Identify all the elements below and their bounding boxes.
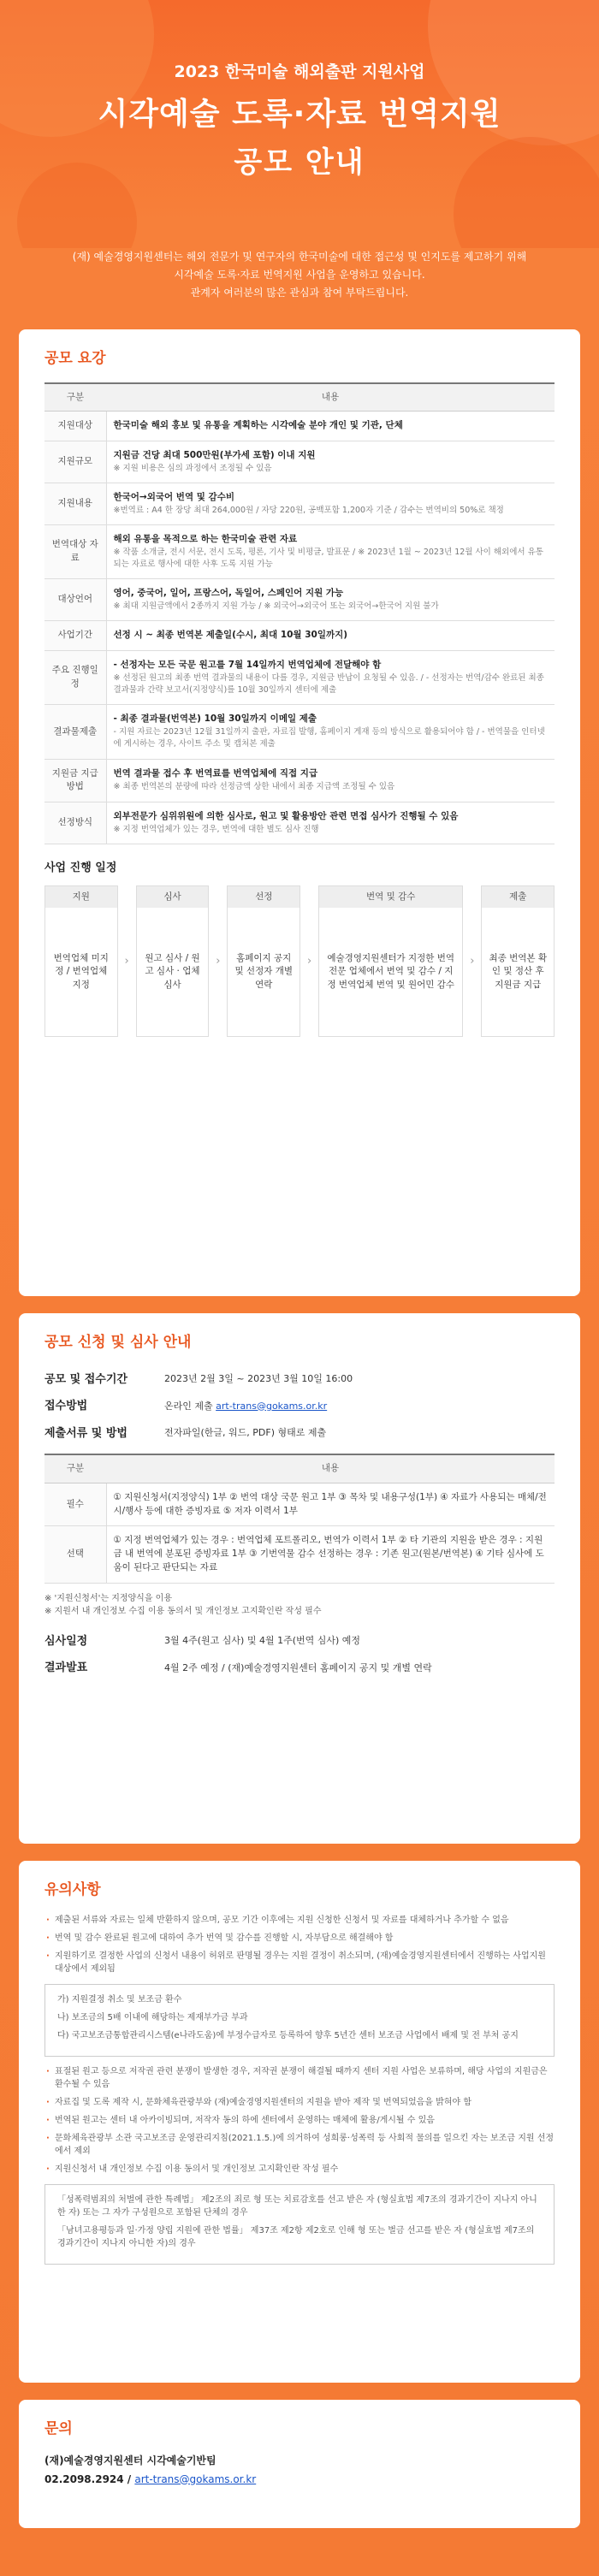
- intro-text: [0, 248, 599, 334]
- hero-subtitle: 2023 한국미술 해외출판 지원사업: [174, 62, 425, 81]
- docs-table: [44, 1454, 555, 1584]
- cautions-card: [19, 1861, 580, 2383]
- contact-email-link[interactable]: art-trans@gokams.or.kr: [134, 2472, 257, 2485]
- row-key: 지원금 지급방법: [44, 759, 106, 802]
- process-step-body: 홈페이지 공지 및 선정자 개별 연락: [234, 952, 293, 991]
- row-key: 결과물제출: [44, 705, 106, 759]
- row-main: - 최종 결과물(번역본) 10월 30일까지 이메일 제출: [113, 714, 317, 725]
- row-key: 번역대상 자료: [44, 525, 106, 579]
- table-row: [44, 651, 555, 705]
- process-step-head: 번역 및 감수: [319, 886, 462, 909]
- row-main: - 선정자는 모든 국문 원고를 7월 14일까지 번역업체에 전달해야 함: [113, 660, 382, 670]
- list-item: 다) 국고보조금통합관리시스템(e나라도움)에 부정수급자로 등록하여 향후 5년간 센터 보조금 사업에서 배제 및 전 부처 공지: [57, 2030, 519, 2040]
- row-note: ※ 최종 번역본의 분량에 따라 선정금액 상한 내에서 최종 지급액 조정될 수 있음: [113, 782, 395, 791]
- contact-card: [19, 2400, 580, 2528]
- process-step-head: 심사: [137, 886, 209, 909]
- list-item: 가) 지원결정 취소 및 보조금 환수: [57, 1994, 182, 2005]
- requirements-table: [44, 382, 555, 845]
- row-value: [106, 759, 555, 802]
- process-step: [481, 885, 555, 1038]
- intro-line: 관계자 여러분의 많은 관심과 참여 부탁드립니다.: [190, 287, 409, 299]
- row-main: 영어, 중국어, 일어, 프랑스어, 독일어, 스페인어 지원 가능: [113, 588, 344, 599]
- row-value: [106, 802, 555, 844]
- docs-row: [44, 1420, 555, 1448]
- list-item: · 제출된 서류와 자료는 일체 반환하지 않으며, 공모 기간 이후에는 지원 신청한 신청서 및 자료를 대체하거나 추가할 수 없음: [44, 1914, 555, 1927]
- col-header: 구분: [44, 383, 106, 412]
- row-key: 필수: [44, 1483, 106, 1526]
- row-main: 해외 유통을 목적으로 하는 한국미술 관련 자료: [113, 534, 298, 544]
- period-row: [44, 1366, 555, 1394]
- chevron-right-icon: ›: [216, 954, 221, 968]
- row-value: [106, 705, 555, 759]
- row-key: 지원규모: [44, 441, 106, 483]
- period-label: 공모 및 접수기간: [44, 1372, 128, 1386]
- row-value: ① 지원신청서(지정양식) 1부 ② 번역 대상 국문 원고 1부 ③ 목차 및 내용구성(1부) ④ 자료가 사용되는 매체/전시/행사 등에 대한 증빙자료 ⑤ 저자 이력서 1부: [106, 1483, 555, 1526]
- row-main: 외부전문가 심위위원에 의한 심사로, 원고 및 활용방안 관련 면접 심사가 진행될 수 있음: [113, 811, 459, 821]
- row-note: - 지원 자료는 2023년 12월 31일까지 출판, 자료집 발행, 홈페이지 게재 등의 방식으로 활용되어야 함 / - 번역물을 인터넷에 게시하는 경우, 사이트 주소 및 캡처본 제출: [113, 727, 545, 749]
- method-value: [164, 1400, 327, 1414]
- cautions-list: [44, 1914, 555, 1975]
- hero-header: [0, 0, 599, 248]
- row-value: ① 지정 번역업체가 있는 경우 : 번역업체 포트폴리오, 번역가 이력서 1부 ② 타 기관의 지원을 받은 경우 : 지원금 내 번역에 분포된 증빙자료 1부 ③ 기번역물 감수 선정하는 경우 : 기존 원고(원본/번역본) ④ 기타 심사에 도움이 된다고 판단되는 자료: [106, 1526, 555, 1583]
- row-value: [106, 441, 555, 483]
- process-flow: [44, 885, 555, 1038]
- table-row: [44, 525, 555, 579]
- list-item: · 표절된 원고 등으로 저작권 관련 분쟁이 발생한 경우, 저작권 분쟁이 해결될 때까지 센터 지원 사업은 보류하며, 해당 사업의 지원금은 환수될 수 있음: [44, 2065, 555, 2091]
- row-main: 한국어→외국어 번역 및 감수비: [113, 492, 234, 502]
- row-main: 번역 결과물 접수 후 번역료를 번역업체에 직접 지급: [113, 768, 318, 779]
- row-note: ※ 작품 소개글, 전시 서문, 전시 도록, 평론, 기사 및 비평글, 발표문 / ※ 2023년 1월 ~ 2023년 12월 사이 해외에서 유통되는 자료로 행사에 대한 사후 도록 지원 가능: [113, 547, 543, 569]
- result-row: [44, 1655, 555, 1682]
- row-key: 주요 진행일정: [44, 651, 106, 705]
- table-row: [44, 621, 555, 651]
- list-item: · 번역된 원고는 센터 내 아카이빙되며, 저작자 동의 하에 센터에서 운영하는 매체에 활용/게시될 수 있음: [44, 2114, 555, 2127]
- contact-heading: 문의: [44, 2420, 73, 2437]
- row-note: ※ 최대 지원금액에서 2종까지 지원 가능 / ※ 외국어→외국어 또는 외국어→한국어 지원 불가: [113, 601, 439, 611]
- chevron-right-icon: ›: [470, 954, 475, 968]
- process-step-body: 번역업체 미지정 / 번역업체 지정: [53, 952, 109, 991]
- chevron-right-icon: ›: [307, 954, 312, 968]
- list-item: · 자료집 및 도록 제작 시, 문화체육관광부와 (재)예술경영지원센터의 지원을 받아 제작 및 번역되었음을 밝혀야 함: [44, 2096, 555, 2109]
- result-value: 4월 2주 예정 / (재)예술경영지원센터 홈페이지 공지 및 개별 연락: [164, 1661, 432, 1673]
- row-main: 선정 시 ~ 최종 번역본 제출일(수시, 최대 10월 30일까지): [113, 630, 348, 641]
- requirements-card: [19, 329, 580, 1296]
- apply-footnote: ※ 지원서 내 개인정보 수집 이용 동의서 및 개인정보 고지확인란 작성 필수: [44, 1606, 322, 1616]
- row-value: [106, 621, 555, 651]
- apply-email-link[interactable]: art-trans@gokams.or.kr: [216, 1400, 328, 1412]
- row-note: ※ 지정 번역업체가 있는 경우, 번역에 대한 별도 심사 진행: [113, 824, 319, 834]
- list-item: · 문화체육관광부 소관 국고보조금 운영관리지침(2021.1.5.)에 의거하여 성희롱·성폭력 등 사회적 물의를 일으킨 자는 보조금 지원 선정에서 제외: [44, 2132, 555, 2158]
- review-value: 3월 4주(원고 심사) 및 4월 1주(번역 심사) 예정: [164, 1635, 361, 1646]
- row-key: 선정방식: [44, 802, 106, 844]
- table-row: [44, 412, 555, 441]
- intro-line: (재) 예술경영지원센터는 해외 전문가 및 연구자의 한국미술에 대한 접근성 및 인지도를 제고하기 위해: [72, 251, 527, 263]
- hero-title-line2: 공모 안내: [234, 145, 365, 180]
- row-value: [106, 483, 555, 525]
- row-value: [106, 412, 555, 441]
- table-row: [44, 1526, 555, 1583]
- row-main: 한국미술 해외 홍보 및 유통을 계획하는 시각예술 분야 개인 및 기관, 단체: [113, 420, 403, 431]
- table-row: [44, 441, 555, 483]
- list-item: · 번역 및 감수 완료된 원고에 대하여 추가 번역 및 감수를 진행할 시, 자부담으로 해결해야 함: [44, 1932, 555, 1945]
- process-step: [227, 885, 300, 1038]
- process-step: [44, 885, 118, 1038]
- method-label: 접수방법: [44, 1400, 88, 1412]
- process-step: [136, 885, 210, 1038]
- row-note: ※ 지원 비용은 심의 과정에서 조정될 수 있음: [113, 463, 272, 473]
- exclusion-box: [44, 2184, 555, 2265]
- penalty-box: [44, 1984, 555, 2057]
- row-note: ※ 선정된 원고의 최종 번역 결과물의 내용이 다를 경우, 지원금 반납이 요청될 수 있음. / - 선정자는 번역/감수 완료된 최종 결과물과 간략 보고서(지정양식)를 10월 30일까지 센터에 제출: [113, 672, 544, 695]
- col-header: 구분: [44, 1454, 106, 1483]
- process-step-head: 선정: [228, 886, 300, 909]
- row-value: [106, 579, 555, 621]
- apply-heading: 공모 신청 및 심사 안내: [44, 1334, 192, 1351]
- list-item: 나) 보조금의 5배 이내에 해당하는 제재부가금 부과: [57, 2012, 248, 2022]
- list-item: 「성폭력범죄의 처벌에 관한 특례법」 제2조의 죄로 형 또는 치료감호를 선고 받은 자 (형실효법 제7조의 경과기간이 지나지 아니한 자) 또는 그 자가 구성원으로 포함된 단체의 경우: [57, 2194, 537, 2218]
- requirements-heading: 공모 요강: [44, 350, 106, 367]
- method-row: [44, 1393, 555, 1420]
- table-row: [44, 1483, 555, 1526]
- row-key: 선택: [44, 1526, 106, 1583]
- row-key: 대상언어: [44, 579, 106, 621]
- review-row: [44, 1628, 555, 1655]
- list-item: · 지원하기로 결정한 사업의 신청서 내용이 허위로 판명될 경우는 지원 결정이 취소되며, (재)예술경영지원센터에서 진행하는 사업지원 대상에서 제외됨: [44, 1950, 555, 1975]
- result-label: 결과발표: [44, 1661, 88, 1674]
- table-row: [44, 483, 555, 525]
- hero-title-line1: 시각예술 도록·자료 번역지원: [98, 96, 501, 132]
- row-key: 사업기간: [44, 621, 106, 651]
- cautions-heading: 유의사항: [44, 1881, 101, 1898]
- process-step-body: 예술경영지원센터가 지정한 번역 전문 업체에서 번역 및 감수 / 지정 번역업체 번역 및 원어민 감수: [327, 952, 455, 991]
- method-text: 온라인 제출: [164, 1400, 213, 1412]
- cautions-list-2: [44, 2065, 555, 2176]
- contact-org: (재)예술경영지원센터 시각예술기반팀: [44, 2454, 216, 2466]
- process-step-head: 지원: [45, 886, 117, 909]
- apply-footnote: ※ '지원신청서'는 지정양식을 이용: [44, 1593, 172, 1603]
- row-value: [106, 651, 555, 705]
- process-step-head: 제출: [482, 886, 554, 909]
- docs-label: 제출서류 및 방법: [44, 1426, 128, 1440]
- application-card: [19, 1313, 580, 1844]
- contact-phone: 02.2098.2924 /: [44, 2472, 135, 2485]
- row-note: ※번역료 : A4 한 장당 최대 264,000원 / 자당 220원, 공백포함 1,200자 기준 / 감수는 번역비의 50%로 책정: [113, 505, 504, 515]
- row-value: [106, 525, 555, 579]
- period-value: 2023년 2월 3일 ~ 2023년 3월 10일 16:00: [164, 1373, 353, 1384]
- col-header: 내용: [106, 1454, 555, 1483]
- table-row: [44, 579, 555, 621]
- process-step-body: 최종 번역본 확인 및 정산 후 지원금 지급: [489, 952, 547, 991]
- intro-line: 시각예술 도록·자료 번역지원 사업을 운영하고 있습니다.: [174, 269, 425, 281]
- list-item: · 지원신청서 내 개인정보 수집 이용 동의서 및 개인정보 고지확인란 작성 필수: [44, 2163, 555, 2176]
- docs-value: 전자파일(한글, 워드, PDF) 형태로 제출: [164, 1427, 327, 1438]
- table-row: [44, 705, 555, 759]
- contact-line: [44, 2472, 555, 2487]
- process-step: [318, 885, 463, 1038]
- review-label: 심사일정: [44, 1634, 88, 1648]
- row-key: 지원내용: [44, 483, 106, 525]
- process-step-body: 원고 심사 / 원고 심사 · 업체 심사: [145, 952, 200, 991]
- chevron-right-icon: ›: [124, 954, 129, 968]
- table-row: [44, 802, 555, 844]
- row-key: 지원대상: [44, 412, 106, 441]
- table-row: [44, 759, 555, 802]
- list-item: 「남녀고용평등과 일·가정 양립 지원에 관한 법률」 제37조 제2항 제2호로 인해 형 또는 벌금 선고를 받은 자 (형실효법 제7조의 경과기간이 지나지 아니한 자)의 경우: [57, 2225, 535, 2248]
- process-heading: 사업 진행 일정: [44, 862, 117, 874]
- row-main: 지원금 건당 최대 500만원(부가세 포함) 이내 지원: [113, 450, 316, 460]
- col-header: 내용: [106, 383, 555, 412]
